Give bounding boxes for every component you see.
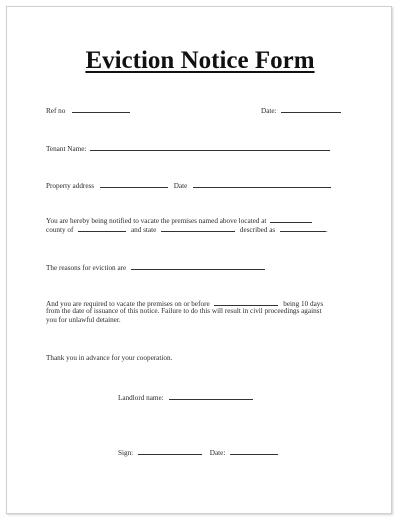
county-label: county of [46, 226, 74, 234]
described-label: described as [239, 226, 276, 234]
property-date-field[interactable] [193, 180, 331, 188]
thanks-text: Thank you in advance for your cooperation. [46, 354, 173, 362]
state-label: and state [130, 226, 157, 234]
landlord-label: Landlord name: [118, 394, 164, 402]
sign-date-label: Date: [209, 449, 226, 457]
page-title: Eviction Notice Form [85, 47, 315, 74]
county-field[interactable] [78, 224, 126, 232]
tenant-label: Tenant Name: [46, 145, 87, 153]
vacate-date-field[interactable] [214, 298, 278, 306]
document-page [6, 6, 392, 514]
described-field[interactable] [280, 224, 326, 232]
date-top-label: Date: [261, 107, 277, 115]
reasons-field[interactable] [131, 262, 265, 270]
sign-date-field[interactable] [230, 447, 278, 455]
sign-row [118, 447, 278, 458]
date-top-row [261, 105, 341, 116]
property-row [46, 180, 331, 191]
date-top-field[interactable] [281, 105, 341, 113]
location-field[interactable] [270, 215, 312, 223]
landlord-row [118, 392, 253, 403]
vacate-line-3: you for unlawful detainer. [46, 316, 121, 324]
vacate-line-2: from the date of issuance of this notice. Failure to do this will result in civil proceedings against [46, 307, 322, 315]
reasons-row [46, 262, 265, 273]
property-date-label: Date [173, 182, 188, 190]
notice-text: You are hereby being notified to vacate the premises named above located at [46, 217, 267, 225]
sign-label: Sign: [118, 449, 134, 457]
vacate-text: And you are required to vacate the premises on or before [46, 300, 210, 308]
tenant-row [46, 143, 330, 154]
landlord-name-field[interactable] [169, 392, 253, 400]
property-label: Property address [46, 182, 95, 190]
tenant-name-field[interactable] [90, 143, 330, 151]
notice-period: . [326, 226, 328, 234]
ref-label: Ref no [46, 107, 66, 115]
property-address-field[interactable] [100, 180, 168, 188]
signature-field[interactable] [138, 447, 202, 455]
reasons-label: The reasons for eviction are [46, 264, 127, 272]
state-field[interactable] [161, 224, 235, 232]
vacate-days-text: being 10 days [283, 300, 324, 308]
notice-line-2 [46, 224, 328, 235]
ref-field[interactable] [72, 105, 130, 113]
ref-row [46, 105, 130, 116]
